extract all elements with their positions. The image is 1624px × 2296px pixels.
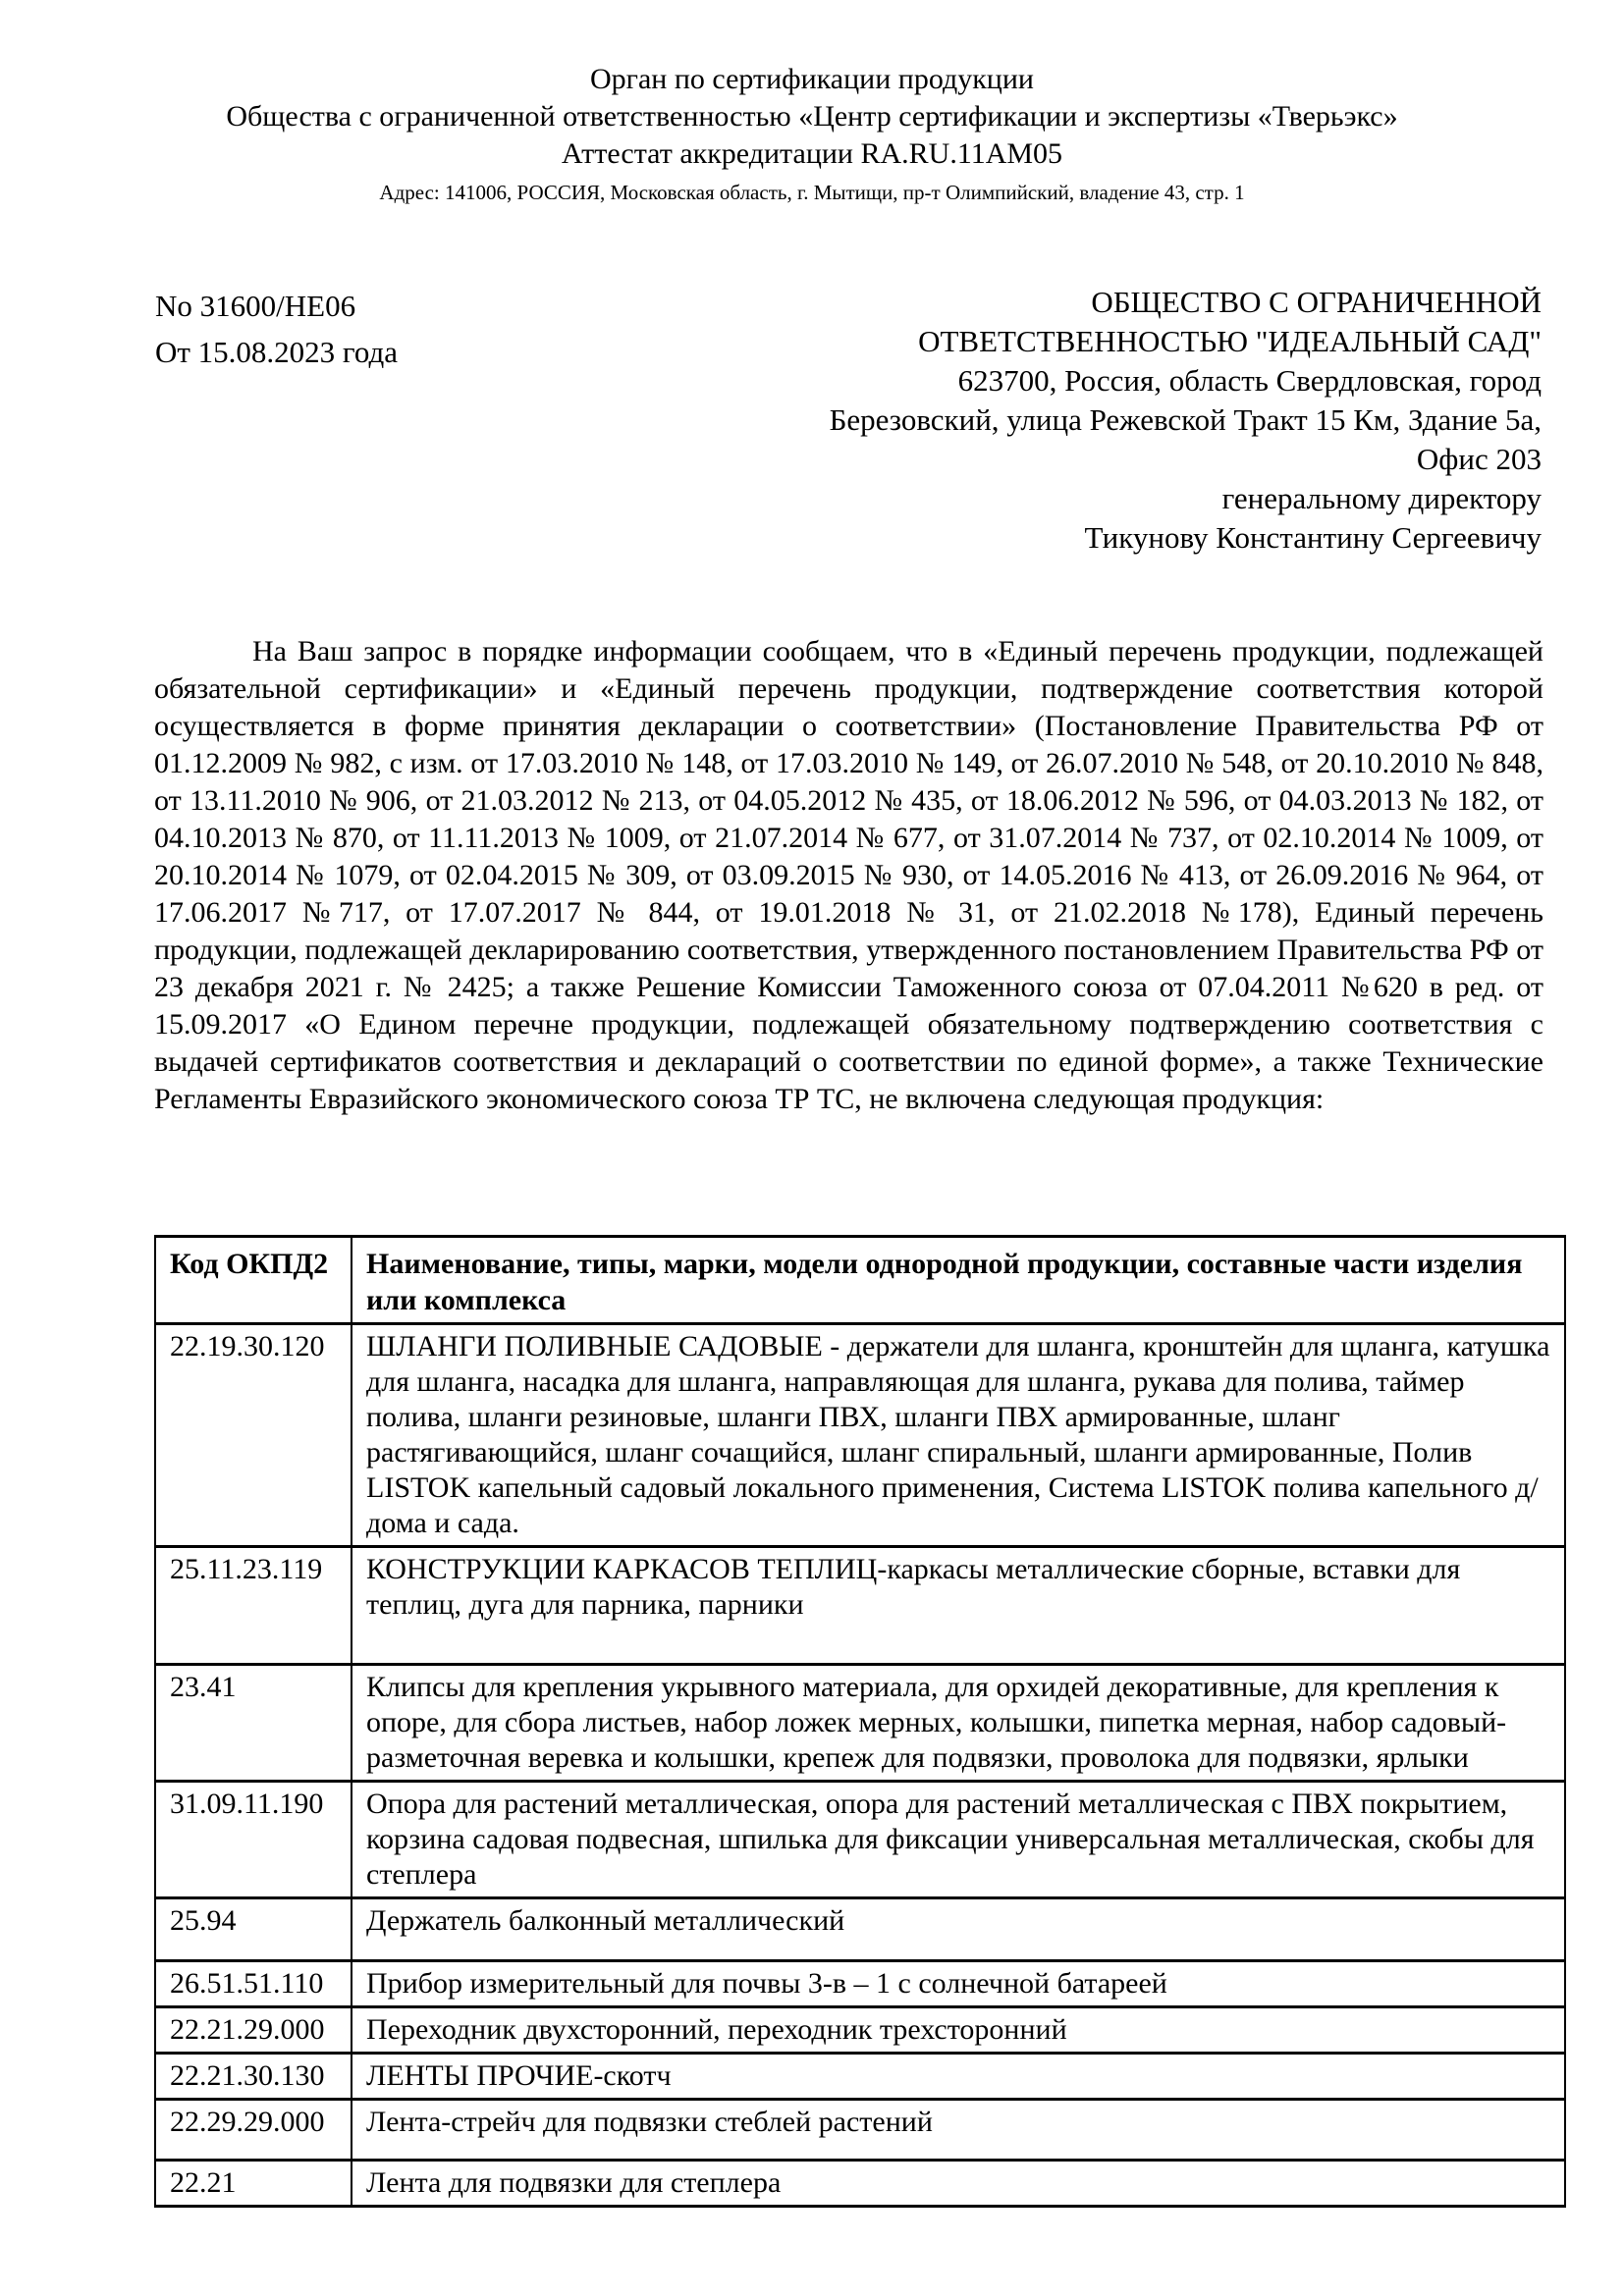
body-paragraph: На Ваш запрос в порядке информации сообщаем, что в «Единый перечень продукции, подлежащей обязательной сертификации» и «Единый перечень продукции, подтверждение соответствия которой осуществляется в форме принятия декларации о соответствии» (Постановление Правительства РФ от 01.12.2009 № 982, с изм. от 17.03.2010 № 148, от 17.03.2010 № 149, от 26.07.2010 № 548, от 20.10.2010 № 848, от 13.11.2010 № 906, от 21.03.2012 № 213, от 04.05.2012 № 435, от 18.06.2012 № 596, от 04.03.2013 № 182, от 04.10.2013 № 870, от 11.11.2013 № 1009, от 21.07.2014 № 677, от 31.07.2014 № 737, от 02.10.2014 № 1009, от 20.10.2014 № 1079, от 02.04.2015 № 309, от 03.09.2015 № 930, от 14.05.2016 № 413, от 26.09.2016 № 964, от 17.06.2017 №717, от 17.07.2017 № 844, от 19.01.2018 № 31, от 21.02.2018 №178), Единый перечень продукции, подлежащей декларированию соответствия, утвержденного постановлением Правительства РФ от 23 декабря 2021 г. № 2425; а также Решение Комиссии Таможенного союза от 07.04.2011 №620 в ред. от 15.09.2017 «О Едином перечне продукции, подлежащей обязательному подтверждению соответствия с выдачей сертификатов соответствия и деклараций о соответствии по единой форме», а также Технические Регламенты Евразийского экономического союза ТР ТС, не включена следующая продукция:: [154, 635, 1543, 1115]
row-name: Переходник двухсторонний, переходник трехсторонний: [352, 2007, 1565, 2054]
reference-block: [155, 283, 398, 375]
row-code: 22.21.29.000: [155, 2007, 352, 2054]
org-title-line1: Орган по сертификации продукции: [590, 63, 1034, 95]
products-table: [154, 1235, 1566, 2208]
row-code: 22.21: [155, 2161, 352, 2207]
row-name: Клипсы для крепления укрывного материала, для орхидей декоративные, для крепления к опоре, для сбора листьев, набор ложек мерных, колышки, пипетка мерная, набор садовый-разметочная веревка и колышки, крепеж для подвязки, проволока для подвязки, ярлыки: [352, 1665, 1565, 1782]
table-row: [155, 1665, 1565, 1782]
reference-number: No 31600/НЕ06: [155, 289, 356, 323]
recipient-line: Тикунову Константину Сергеевичу: [1084, 520, 1542, 555]
recipient-line: генеральному директору: [1221, 481, 1542, 515]
recipient-line: ОТВЕТСТВЕННОСТЬЮ "ИДЕАЛЬНЫЙ САД": [918, 324, 1542, 358]
table-row: [155, 1898, 1565, 1961]
table-row: [155, 1782, 1565, 1898]
col-header-name: Наименование, типы, марки, модели однородной продукции, составные части изделия или комплекса: [352, 1237, 1565, 1324]
table-row: [155, 1547, 1565, 1665]
recipient-block: [461, 283, 1542, 558]
col-header-code: Код ОКПД2: [155, 1237, 352, 1324]
row-name: ЛЕНТЫ ПРОЧИЕ-скотч: [352, 2054, 1565, 2100]
table-row: [155, 2161, 1565, 2207]
row-code: 23.41: [155, 1665, 352, 1782]
row-name: Лента для подвязки для степлера: [352, 2161, 1565, 2207]
table-row: [155, 1324, 1565, 1547]
org-title-line2: Общества с ограниченной ответственностью «Центр сертификации и экспертизы «Тверьэкс»: [226, 100, 1398, 133]
table-row: [155, 2054, 1565, 2100]
row-code: 22.19.30.120: [155, 1324, 352, 1547]
table-row: [155, 2100, 1565, 2161]
row-name: Лента-стрейч для подвязки стеблей растений: [352, 2100, 1565, 2161]
org-address-line: Адрес: 141006, РОССИЯ, Московская область, г. Мытищи, пр-т Олимпийский, владение 43, стр. 1: [379, 181, 1245, 204]
accreditation-line: Аттестат аккредитации RA.RU.11AM05: [561, 137, 1063, 170]
reference-date: От 15.08.2023 года: [155, 335, 399, 369]
row-name: ШЛАНГИ ПОЛИВНЫЕ САДОВЫЕ - держатели для шланга, кронштейн для щланга, катушка для шланга, насадка для шланга, направляющая для шланга, рукава для полива, таймер полива, шланги резиновые, шланги ПВХ, шланги ПВХ армированные, шланг растягивающийся, шланг сочащийся, шланг спиральный, шланги армированные, Полив LISTOK капельный садовый локального применения, Система LISTOK полива капельного д/дома и сада.: [352, 1324, 1565, 1547]
row-code: 22.21.30.130: [155, 2054, 352, 2100]
recipient-line: 623700, Россия, область Свердловская, город: [957, 363, 1542, 398]
recipient-line: ОБЩЕСТВО С ОГРАНИЧЕННОЙ: [1091, 285, 1542, 319]
table-header-row: [155, 1237, 1565, 1324]
row-code: 25.94: [155, 1898, 352, 1961]
row-name: Держатель балконный металлический: [352, 1898, 1565, 1961]
recipient-line: Березовский, улица Режевской Тракт 15 Км, Здание 5а,: [829, 402, 1542, 437]
row-name: Опора для растений металлическая, опора для растений металлическая с ПВХ покрытием, корзина садовая подвесная, шпилька для фиксации универсальная металлическая, скобы для степлера: [352, 1782, 1565, 1898]
row-code: 26.51.51.110: [155, 1961, 352, 2007]
letterhead: [0, 61, 1624, 206]
row-code: 25.11.23.119: [155, 1547, 352, 1665]
row-name: КОНСТРУКЦИИ КАРКАСОВ ТЕПЛИЦ-каркасы металлические сборные, вставки для теплиц, дуга для парника, парники: [352, 1547, 1565, 1665]
row-code: 31.09.11.190: [155, 1782, 352, 1898]
recipient-line: Офис 203: [1416, 442, 1542, 476]
table-row: [155, 1961, 1565, 2007]
table-row: [155, 2007, 1565, 2054]
row-code: 22.29.29.000: [155, 2100, 352, 2161]
row-name: Прибор измерительный для почвы 3-в – 1 с солнечной батареей: [352, 1961, 1565, 2007]
